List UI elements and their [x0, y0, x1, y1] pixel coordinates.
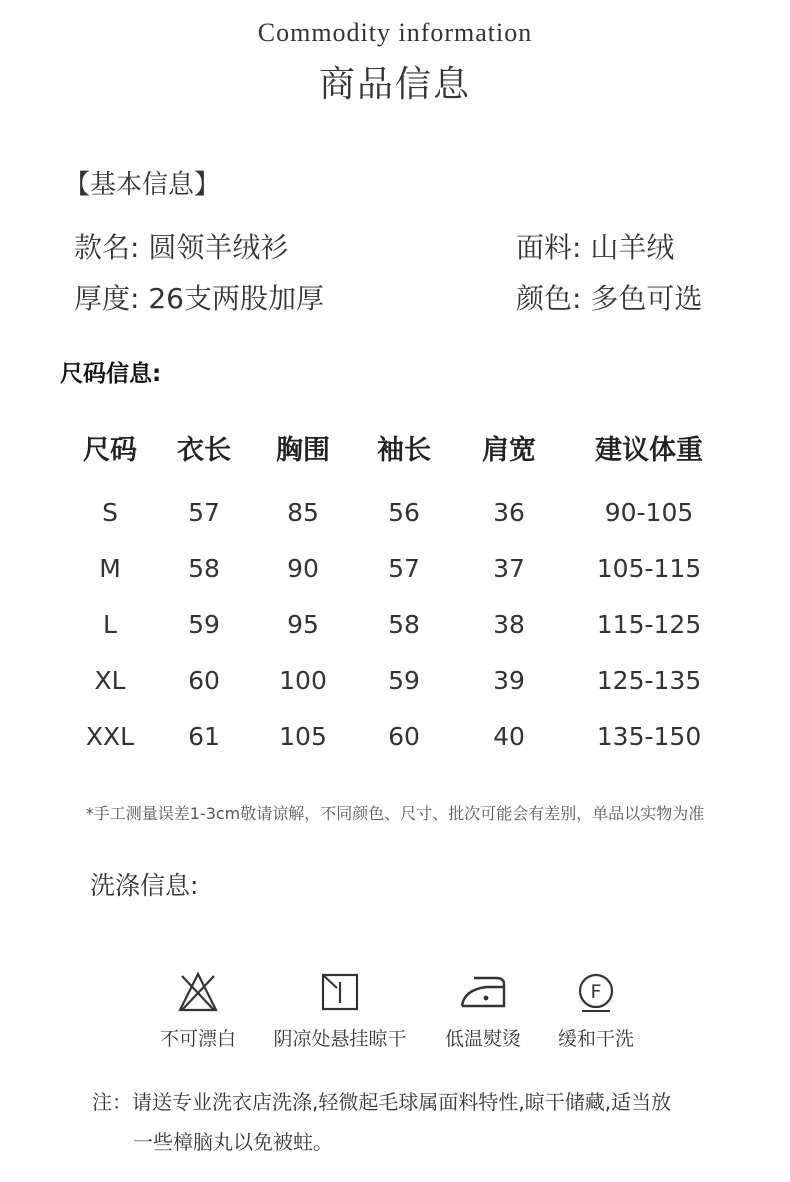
table-cell: 40	[493, 722, 525, 751]
table-cell: S	[102, 498, 118, 527]
wash-info-heading: 洗涤信息:	[90, 871, 199, 900]
column-header-sleeve: 袖长	[377, 435, 431, 466]
no-bleach-icon	[176, 970, 220, 1014]
table-cell: 135-150	[596, 722, 702, 751]
table-cell: 58	[188, 554, 220, 583]
table-cell: 58	[388, 610, 420, 639]
info-style-label: 款名:	[74, 231, 140, 264]
info-fabric-value: 山羊绒	[590, 231, 675, 264]
column-header-length: 衣长	[177, 435, 231, 466]
shade-hang-dry-icon	[318, 970, 362, 1014]
table-cell: 57	[388, 554, 420, 583]
gentle-dry-clean-icon	[574, 970, 618, 1014]
table-cell: 90	[287, 554, 319, 583]
table-cell: 95	[287, 610, 319, 639]
care-note-line-1: 注：请送专业洗衣店洗涤,轻微起毛球属面料特性,晾干储藏,适当放	[92, 1090, 672, 1114]
dry-clean-symbol: F	[590, 981, 602, 1003]
table-cell: 57	[188, 498, 220, 527]
info-thickness-value: 26支两股加厚	[148, 282, 324, 315]
table-row	[0, 498, 790, 554]
table-cell: 59	[188, 610, 220, 639]
table-row	[0, 554, 790, 610]
table-cell: 105	[279, 722, 327, 751]
table-row	[0, 610, 790, 666]
wash-item-gentle-dry-clean	[506, 970, 686, 1051]
table-cell: 90-105	[604, 498, 694, 527]
table-cell: 37	[493, 554, 525, 583]
size-table-header	[0, 428, 790, 498]
table-cell: 85	[287, 498, 319, 527]
measurement-note: *手工测量误差1-3cm敬请谅解，不同颜色、尺寸、批次可能会有差别，单品以实物为准	[85, 804, 705, 823]
table-cell: 36	[493, 498, 525, 527]
info-color	[516, 277, 702, 317]
basic-info-heading: 【基本信息】	[64, 170, 221, 200]
size-table	[0, 428, 790, 778]
info-style	[74, 226, 288, 266]
info-thickness-label: 厚度:	[74, 282, 140, 315]
info-color-label: 颜色:	[516, 282, 582, 315]
table-row	[0, 666, 790, 722]
table-cell: 39	[493, 666, 525, 695]
table-cell: 105-115	[596, 554, 702, 583]
table-cell: 60	[388, 722, 420, 751]
info-fabric	[516, 226, 674, 266]
english-title: Commodity information	[257, 18, 533, 47]
column-header-weight: 建议体重	[595, 435, 703, 466]
size-info-heading: 尺码信息:	[60, 361, 162, 387]
table-cell: 125-135	[596, 666, 702, 695]
table-cell: 115-125	[596, 610, 702, 639]
table-cell: 100	[279, 666, 327, 695]
table-cell: 38	[493, 610, 525, 639]
wash-label: 阴凉处悬挂晾干	[273, 1028, 407, 1050]
info-thickness	[74, 277, 324, 317]
wash-label: 缓和干洗	[557, 1028, 634, 1050]
table-cell: XXL	[85, 722, 135, 751]
info-color-value: 多色可选	[590, 282, 703, 315]
wash-label: 不可漂白	[159, 1028, 236, 1050]
low-iron-icon	[456, 970, 510, 1014]
table-cell: L	[103, 610, 117, 639]
column-header-shoulder: 肩宽	[482, 435, 536, 466]
table-row	[0, 722, 790, 778]
info-fabric-label: 面料:	[516, 231, 582, 264]
table-cell: M	[99, 554, 121, 583]
column-header-chest: 胸围	[276, 435, 330, 466]
wash-label: 低温熨烫	[444, 1028, 521, 1050]
column-header-size: 尺码	[83, 435, 137, 466]
table-cell: 60	[188, 666, 220, 695]
page-title: 商品信息	[318, 64, 471, 105]
table-cell: XL	[94, 666, 126, 695]
info-style-value: 圆领羊绒衫	[148, 231, 289, 264]
table-cell: 59	[388, 666, 420, 695]
table-cell: 61	[188, 722, 220, 751]
table-cell: 56	[388, 498, 420, 527]
care-note-line-2: 一些樟脑丸以免被蛀。	[133, 1130, 333, 1154]
